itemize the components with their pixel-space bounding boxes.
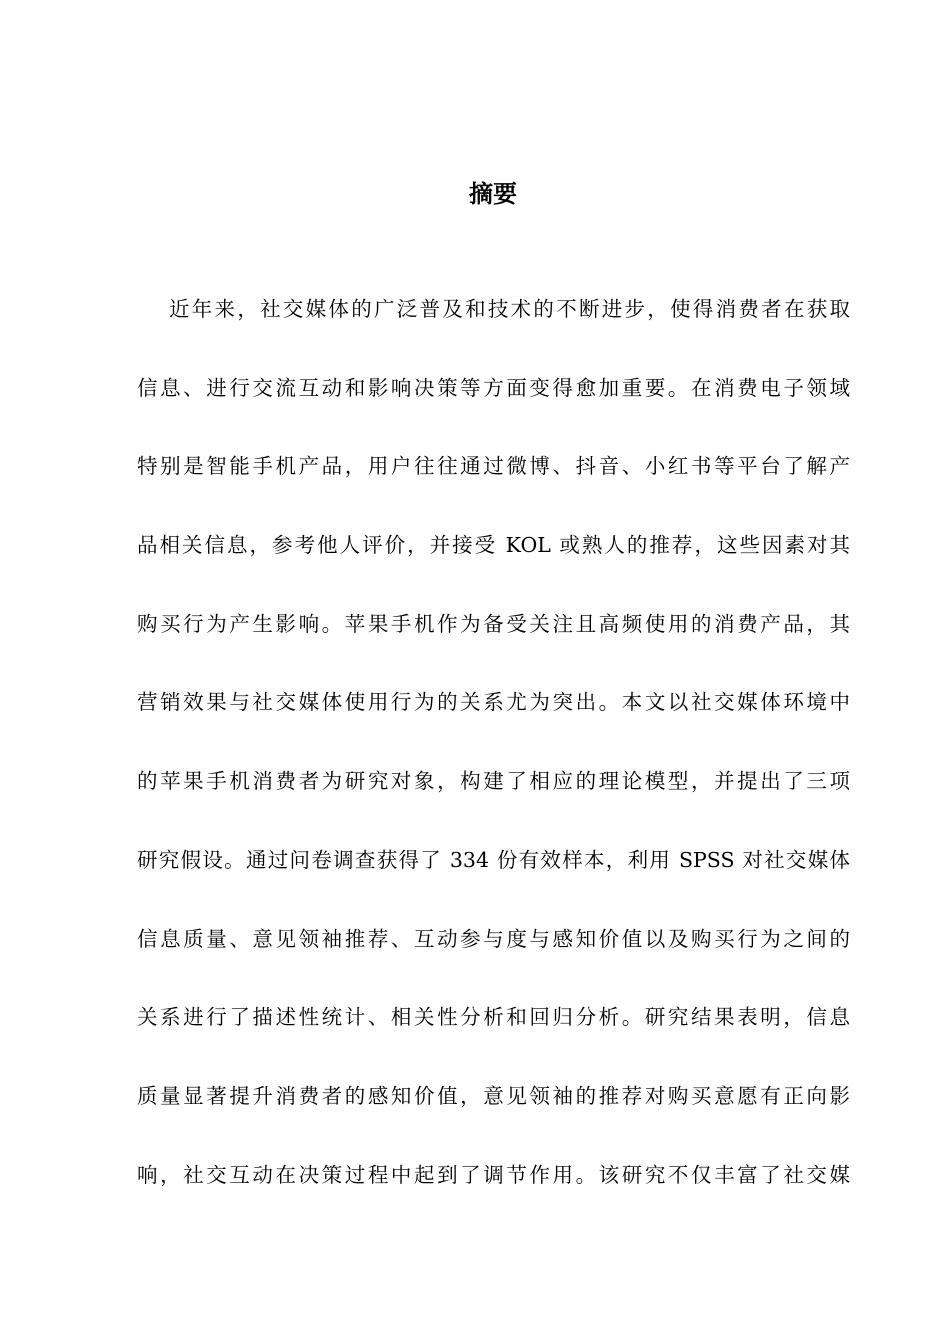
abstract-body: [137, 288, 850, 1232]
abstract-line: 购买行为产生影响。苹果手机作为备受关注且高频使用的消费产品，其: [137, 611, 850, 636]
page-title: 摘要: [469, 180, 517, 208]
abstract-line: 质量显著提升消费者的感知价值，意见领袖的推荐对购买意愿有正向影: [137, 1083, 850, 1108]
abstract-line: 的苹果手机消费者为研究对象，构建了相应的理论模型，并提出了三项: [137, 769, 850, 794]
abstract-line: 研究假设。通过问卷调查获得了 334 份有效样本，利用 SPSS 对社交媒体: [137, 847, 850, 872]
abstract-line: 品相关信息，参考他人评价，并接受 KOL 或熟人的推荐，这些因素对其: [137, 533, 850, 558]
abstract-line: 信息、进行交流互动和影响决策等方面变得愈加重要。在消费电子领域: [137, 375, 850, 400]
abstract-line: 响，社交互动在决策过程中起到了调节作用。该研究不仅丰富了社交媒: [137, 1162, 850, 1187]
abstract-line: 营销效果与社交媒体使用行为的关系尤为突出。本文以社交媒体环境中: [137, 690, 850, 715]
abstract-line: 信息质量、意见领袖推荐、互动参与度与感知价值以及购买行为之间的: [137, 926, 850, 951]
abstract-line: 近年来，社交媒体的广泛普及和技术的不断进步，使得消费者在获取: [169, 297, 850, 321]
abstract-line: 特别是智能手机产品，用户往往通过微博、抖音、小红书等平台了解产: [137, 454, 850, 479]
abstract-line: 关系进行了描述性统计、相关性分析和回归分析。研究结果表明，信息: [137, 1005, 850, 1030]
